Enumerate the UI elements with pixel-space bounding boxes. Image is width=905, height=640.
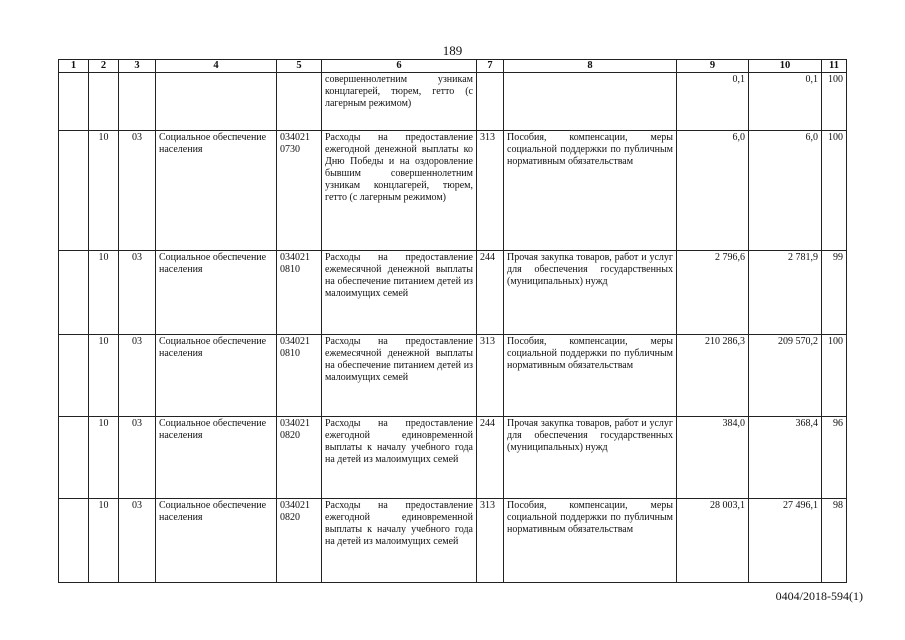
cell-type-description: Пособия, компенсации, меры социальной поддержки по публичным нормативным обязательствам xyxy=(504,335,677,417)
cell-subsection: 03 xyxy=(119,499,156,583)
cell-type-description xyxy=(504,73,677,131)
cell-subsection: 03 xyxy=(119,335,156,417)
cell-subsection: 03 xyxy=(119,417,156,499)
header-row xyxy=(59,60,847,73)
cell-executed: 368,4 xyxy=(749,417,822,499)
cell-subsection xyxy=(119,73,156,131)
table-row xyxy=(59,417,847,499)
cell-planned: 6,0 xyxy=(677,131,749,251)
table-row xyxy=(59,499,847,583)
cell-section-name xyxy=(156,73,277,131)
cell-section-name: Социальное обеспечение населения xyxy=(156,335,277,417)
cell-expense-description: Расходы на предоставление ежегодной денежной выплаты ко Дню Победы и на оздоровление бывшим совершеннолетним узникам концлагерей, тюрем, гетто (с лагерным режимом) xyxy=(322,131,477,251)
cell-col1 xyxy=(59,417,89,499)
cell-executed: 2 781,9 xyxy=(749,251,822,335)
table-row xyxy=(59,251,847,335)
cell-percent: 98 xyxy=(822,499,847,583)
cell-type-description: Прочая закупка товаров, работ и услуг для обеспечения государственных (муниципальных) нужд xyxy=(504,417,677,499)
cell-percent: 96 xyxy=(822,417,847,499)
cell-section-name: Социальное обеспечение населения xyxy=(156,499,277,583)
cell-percent: 99 xyxy=(822,251,847,335)
cell-percent: 100 xyxy=(822,335,847,417)
cell-section: 10 xyxy=(89,499,119,583)
cell-executed: 209 570,2 xyxy=(749,335,822,417)
cell-col1 xyxy=(59,131,89,251)
col-header: 6 xyxy=(322,60,477,73)
cell-subsection: 03 xyxy=(119,251,156,335)
cell-section-name: Социальное обеспечение населения xyxy=(156,131,277,251)
document-code: 0404/2018-594(1) xyxy=(775,589,863,603)
cell-planned: 210 286,3 xyxy=(677,335,749,417)
cell-target-code xyxy=(277,73,322,131)
cell-executed: 0,1 xyxy=(749,73,822,131)
cell-col1 xyxy=(59,251,89,335)
cell-executed: 27 496,1 xyxy=(749,499,822,583)
col-header: 1 xyxy=(59,60,89,73)
cell-planned: 0,1 xyxy=(677,73,749,131)
page-number: 189 xyxy=(442,43,463,58)
table-row xyxy=(59,131,847,251)
table-row xyxy=(59,73,847,131)
col-header: 2 xyxy=(89,60,119,73)
cell-type-code: 313 xyxy=(477,335,504,417)
cell-type-code: 313 xyxy=(477,131,504,251)
col-header: 7 xyxy=(477,60,504,73)
cell-target-code: 034021 0730 xyxy=(277,131,322,251)
table-row xyxy=(59,335,847,417)
cell-type-description: Пособия, компенсации, меры социальной поддержки по публичным нормативным обязательствам xyxy=(504,131,677,251)
cell-subsection: 03 xyxy=(119,131,156,251)
cell-type-description: Пособия, компенсации, меры социальной поддержки по публичным нормативным обязательствам xyxy=(504,499,677,583)
cell-target-code: 034021 0810 xyxy=(277,335,322,417)
col-header: 8 xyxy=(504,60,677,73)
col-header: 5 xyxy=(277,60,322,73)
cell-type-description: Прочая закупка товаров, работ и услуг для обеспечения государственных (муниципальных) нужд xyxy=(504,251,677,335)
cell-type-code: 313 xyxy=(477,499,504,583)
cell-target-code: 034021 0820 xyxy=(277,417,322,499)
cell-col1 xyxy=(59,499,89,583)
cell-target-code: 034021 0820 xyxy=(277,499,322,583)
cell-executed: 6,0 xyxy=(749,131,822,251)
cell-planned: 28 003,1 xyxy=(677,499,749,583)
cell-section-name: Социальное обеспечение населения xyxy=(156,251,277,335)
cell-section: 10 xyxy=(89,251,119,335)
cell-expense-description: Расходы на предоставление ежемесячной денежной выплаты на обеспечение питанием детей из малоимущих семей xyxy=(322,335,477,417)
cell-expense-description: совершеннолетним узникам концлагерей, тюрем, гетто (с лагерным режимом) xyxy=(322,73,477,131)
col-header: 11 xyxy=(822,60,847,73)
cell-planned: 384,0 xyxy=(677,417,749,499)
cell-section-name: Социальное обеспечение населения xyxy=(156,417,277,499)
cell-percent: 100 xyxy=(822,73,847,131)
cell-planned: 2 796,6 xyxy=(677,251,749,335)
cell-percent: 100 xyxy=(822,131,847,251)
cell-target-code: 034021 0810 xyxy=(277,251,322,335)
col-header: 3 xyxy=(119,60,156,73)
cell-section: 10 xyxy=(89,131,119,251)
cell-section: 10 xyxy=(89,417,119,499)
budget-table xyxy=(58,59,847,583)
cell-section xyxy=(89,73,119,131)
col-header: 10 xyxy=(749,60,822,73)
cell-col1 xyxy=(59,73,89,131)
cell-expense-description: Расходы на предоставление ежегодной единовременной выплаты к началу учебного года на детей из малоимущих семей xyxy=(322,417,477,499)
cell-col1 xyxy=(59,335,89,417)
cell-type-code: 244 xyxy=(477,251,504,335)
cell-section: 10 xyxy=(89,335,119,417)
col-header: 4 xyxy=(156,60,277,73)
cell-type-code xyxy=(477,73,504,131)
cell-type-code: 244 xyxy=(477,417,504,499)
cell-expense-description: Расходы на предоставление ежегодной единовременной выплаты к началу учебного года на детей из малоимущих семей xyxy=(322,499,477,583)
cell-expense-description: Расходы на предоставление ежемесячной денежной выплаты на обеспечение питанием детей из малоимущих семей xyxy=(322,251,477,335)
col-header: 9 xyxy=(677,60,749,73)
